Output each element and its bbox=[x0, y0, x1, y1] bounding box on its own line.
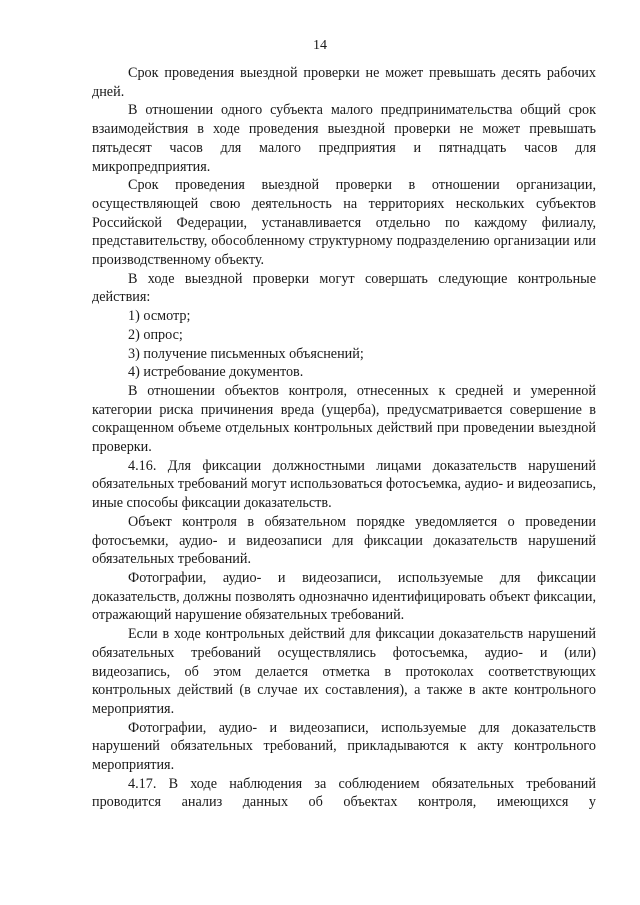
paragraph-section-4-16: 4.16. Для фиксации должностными лицами доказательств нарушений обязательных требований могут использоваться фотосъемка, аудио- и видеозапись, иные способы фиксации доказательств. bbox=[92, 457, 596, 512]
paragraph-protocol-mark: Если в ходе контрольных действий для фиксации доказательств нарушений обязательных требований осуществлялись фотосъемка, аудио- и (или) видеозапись, об этом делается отметка в протоколах соответствующих контрольных действий (в случае их составления), а также в акте контрольного мероприятия. bbox=[92, 626, 596, 717]
page-number: 14 bbox=[313, 38, 327, 53]
paragraph-photo-identification: Фотографии, аудио- и видеозаписи, используемые для фиксации доказательств, должны позволять однозначно идентифицировать объект фиксации, отражающий нарушение обязательных требований. bbox=[92, 569, 596, 624]
paragraph-multi-region: Срок проведения выездной проверки в отношении организации, осуществляющей свою деятельность на территориях нескольких субъектов Российской Федерации, устанавливается отдельно по каждому филиалу, представительству, обособленному структурному подразделению организации или производственному объекту. bbox=[92, 177, 596, 269]
paragraph-small-business-limit: В отношении одного субъекта малого предпринимательства общий срок взаимодействия в ходе проведения выездной проверки не может превышать пятьдесят часов для малого предприятия и пятнадцать часов для микропредприятия. bbox=[92, 102, 596, 175]
paragraph-section-4-17: 4.17. В ходе наблюдения за соблюдением обязательных требований проводится анализ данных об объектах контроля, имеющихся у bbox=[92, 775, 596, 811]
paragraph-notification: Объект контроля в обязательном порядке уведомляется о проведении фотосъемки, аудио- и видеозаписи для фиксации доказательств нарушений обязательных требований. bbox=[92, 513, 596, 568]
document-body bbox=[92, 64, 596, 812]
paragraph-risk-category: В отношении объектов контроля, отнесенных к средней и умеренной категории риска причинения вреда (ущерба), предусматривается совершение в сокращенном объеме отдельных контрольных действий при проведении выездной проверки. bbox=[92, 382, 596, 456]
list-item-document-request: 4) истребование документов. bbox=[128, 364, 304, 381]
list-item-inspection: 1) осмотр; bbox=[128, 308, 191, 325]
list-item-survey: 2) опрос; bbox=[128, 326, 183, 343]
paragraph-attachment: Фотографии, аудио- и видеозаписи, используемые для доказательств нарушений обязательных требований, прикладываются к акту контрольного мероприятия. bbox=[92, 719, 596, 774]
paragraph-control-actions-intro: В ходе выездной проверки могут совершать следующие контрольные действия: bbox=[92, 270, 596, 306]
list-item-written-explanations: 3) получение письменных объяснений; bbox=[128, 345, 364, 362]
paragraph-inspection-duration: Срок проведения выездной проверки не может превышать десять рабочих дней. bbox=[92, 65, 596, 100]
